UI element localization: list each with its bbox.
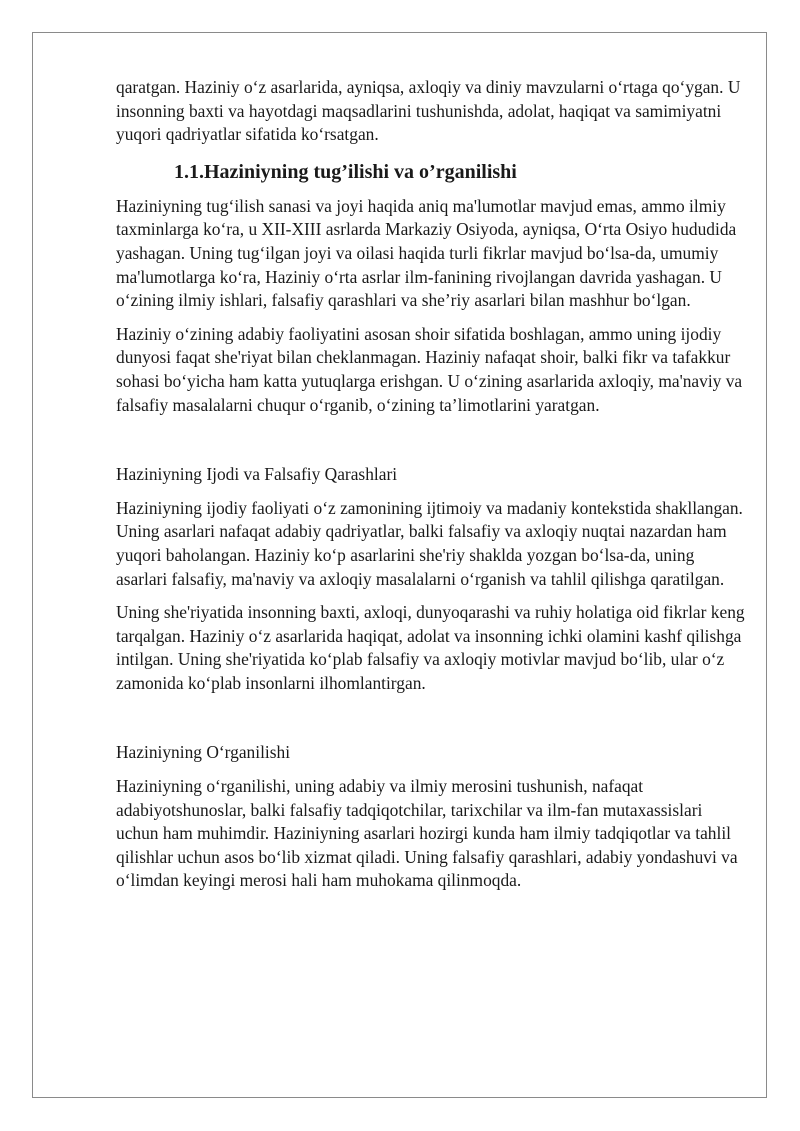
document-body (116, 76, 746, 903)
subheading-organilishi: Haziniyning O‘rganilishi (116, 742, 291, 763)
study-paragraph: Haziniyning o‘rganilishi, uning adabiy va ilmiy merosini tushunish, nafaqat adabiyotshunoslar, balki falsafiy tadqiqotchilar, tarixchilar va ilm-fan mutaxassislari uchun ham muhimdir. Haziniyning asarlari hozirgi kunda ham ilmiy tadqiqotlar va tahlil qilishlar uchun asos bo‘lib xizmat qiladi. Uning falsafiy qarashlari, adabiy yondashuvi va o‘limdan keyingi merosi hali ham muhokama qilinmoqda. (116, 776, 738, 891)
subheading-ijodi: Haziniyning Ijodi va Falsafiy Qarashlari (116, 464, 398, 485)
section-heading: 1.1.Haziniyning tug’ilishi va o’rganilishi (174, 160, 517, 183)
birth-paragraph-2: Haziniy o‘zining adabiy faoliyatini asosan shoir sifatida boshlagan, ammo uning ijodiy dunyosi faqat she'riyat bilan cheklanmagan. Haziniy nafaqat shoir, balki fikr va tafakkur sohasi bo‘yicha ham katta yutuqlarga erishgan. U o‘zining asarlarida axloqiy, ma'naviy va falsafiy masalalarni chuqur o‘rganib, o‘zining ta’limotlarini yaratgan. (116, 323, 743, 415)
ijod-paragraph-2: Uning she'riyatida insonning baxti, axloqi, dunyoqarashi va ruhiy holatiga oid fikrlar keng tarqalgan. Haziniy o‘z asarlarida haqiqat, adolat va insonning ichki olamini kashf qilishga intilgan. Uning she'riyatida ko‘plab falsafiy va axloqiy motivlar mavjud bo‘lib, ular o‘z zamonida ko‘plab insonlarni ilhomlantirgan. (116, 602, 745, 693)
spacer (116, 705, 746, 741)
intro-paragraph: qaratgan. Haziniy o‘z asarlarida, ayniqsa, axloqiy va diniy mavzularni o‘rtaga qo‘ygan. U insonning baxti va hayotdagi maqsadlarini tushunishda, adolat, haqiqat va samimiyatni yuqori qadriyatlar sifatida ko‘rsatgan. (116, 77, 741, 145)
birth-paragraph-1: Haziniyning tug‘ilish sanasi va joyi haqida aniq ma'lumotlar mavjud emas, ammo ilmiy taxminlarga ko‘ra, u XII-XIII asrlarda Markaziy Osiyoda, ayniqsa, O‘rta Osiyo hududida yashagan. Uning tug‘ilgan joyi va oilasi haqida turli fikrlar mavjud bo‘lsa-da, umumiy ma'lumotlarga ko‘ra, Haziniy o‘rta asrlar ilm-fanining rivojlangan davrida yashagan. U o‘zining ilmiy ishlari, falsafiy qarashlari va she’riy asarlari bilan mashhur bo‘lgan. (116, 195, 737, 311)
spacer (116, 427, 746, 463)
ijod-paragraph-1: Haziniyning ijodiy faoliyati o‘z zamonining ijtimoiy va madaniy kontekstida shakllangan. Uning asarlari nafaqat adabiy qadriyatlar, balki falsafiy va axloqiy nuqtai nazardan ham yuqori baholangan. Haziniy ko‘p asarlarini she'riy shaklda yozgan bo‘lsa-da, uning asarlari falsafiy, ma'naviy va axloqiy masalalarni o‘rganish va tahlil qilishga qaratilgan. (116, 497, 743, 589)
